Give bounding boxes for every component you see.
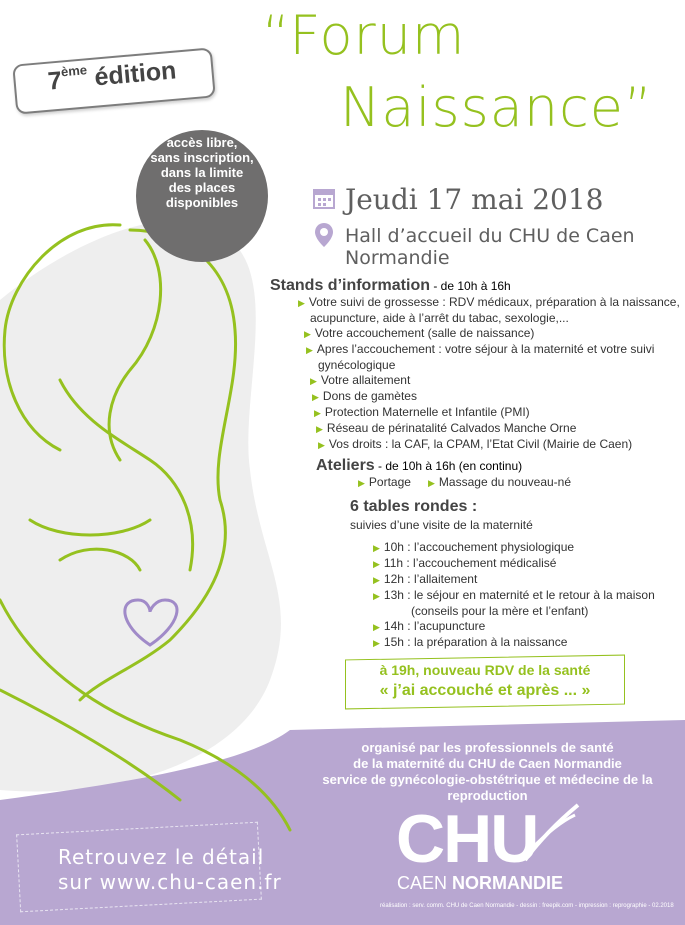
list-item: ▶ Vos droits : la CAF, la CPAM, l’Etat Civil (Mairie de Caen)	[318, 437, 633, 451]
event-date: Jeudi 17 mai 2018	[345, 183, 604, 216]
rdv-line1: à 19h, nouveau RDV de la santé	[379, 662, 591, 678]
list-item: ▶ 10h : l’accouchement physiologique	[373, 540, 575, 554]
atelier-item-portage: ▶ Portage	[358, 475, 411, 489]
calendar-icon	[312, 186, 336, 210]
website-text[interactable]: Retrouvez le détail sur www.chu-caen.fr	[58, 845, 282, 894]
list-item: ▶ 14h : l’acupuncture	[373, 619, 486, 633]
stands-list	[298, 295, 685, 453]
atelier-item-massage: ▶ Massage du nouveau-né	[428, 475, 572, 489]
rdv-line2: « j’ai accouché et après ... »	[379, 682, 591, 699]
event-place: Hall d’accueil du CHU de Caen Normandie	[345, 225, 635, 269]
list-item: ▶ 13h : le séjour en maternité et le retour à la maison	[373, 588, 655, 602]
list-item: gynécologique	[318, 358, 396, 372]
list-item: ▶ Apres l’accouchement : votre séjour à la maternité et votre suivi	[306, 342, 655, 356]
ateliers-header: Ateliers - de 10h à 16h (en continu)	[316, 457, 523, 474]
tables-list	[373, 540, 673, 651]
list-item: (conseils pour la mère et l’enfant)	[411, 604, 589, 618]
list-item: ▶ Dons de gamètes	[312, 389, 417, 403]
credits: réalisation : serv. comm. CHU de Caen Normandie - dessin : freepik.com - impression : reprographie - 02.2018	[380, 903, 674, 909]
edition-label: 7ème édition	[46, 56, 178, 96]
list-item: ▶ Votre accouchement (salle de naissance)	[304, 326, 535, 340]
list-item: acupuncture, aide à l’arrêt du tabac, sexologie,...	[310, 311, 569, 325]
list-item: ▶ 15h : la préparation à la naissance	[373, 635, 568, 649]
list-item: ▶ 12h : l’allaitement	[373, 572, 478, 586]
list-item: ▶ Protection Maternelle et Infantile (PMI)	[314, 405, 530, 419]
logo-swoosh	[520, 800, 580, 870]
title-line1: “Forum	[262, 4, 466, 67]
list-item: ▶ Réseau de périnatalité Calvados Manche Orne	[316, 421, 577, 435]
title-line2: Naissance”	[340, 76, 653, 139]
list-item: ▶ 11h : l’accouchement médicalisé	[373, 556, 557, 570]
chu-subtitle: CAEN NORMANDIE	[397, 873, 564, 893]
organizer-text: organisé par les professionnels de santé de la maternité du CHU de Caen Normandie service de gynécologie-obstétrique et médecine de la reproduction	[322, 740, 653, 803]
list-item: ▶ Votre suivi de grossesse : RDV médicaux, préparation à la naissance,	[298, 295, 680, 309]
location-pin-icon	[314, 222, 334, 248]
tables-subtitle: suivies d’une visite de la maternité	[350, 518, 533, 532]
access-text: accès libre, sans inscription, dans la limite des places disponibles	[150, 135, 254, 210]
list-item: ▶ Votre allaitement	[310, 373, 411, 387]
tables-title: 6 tables rondes :	[350, 498, 478, 515]
stands-header: Stands d’information - de 10h à 16h	[270, 277, 511, 294]
chu-logo: CHU	[396, 801, 538, 877]
